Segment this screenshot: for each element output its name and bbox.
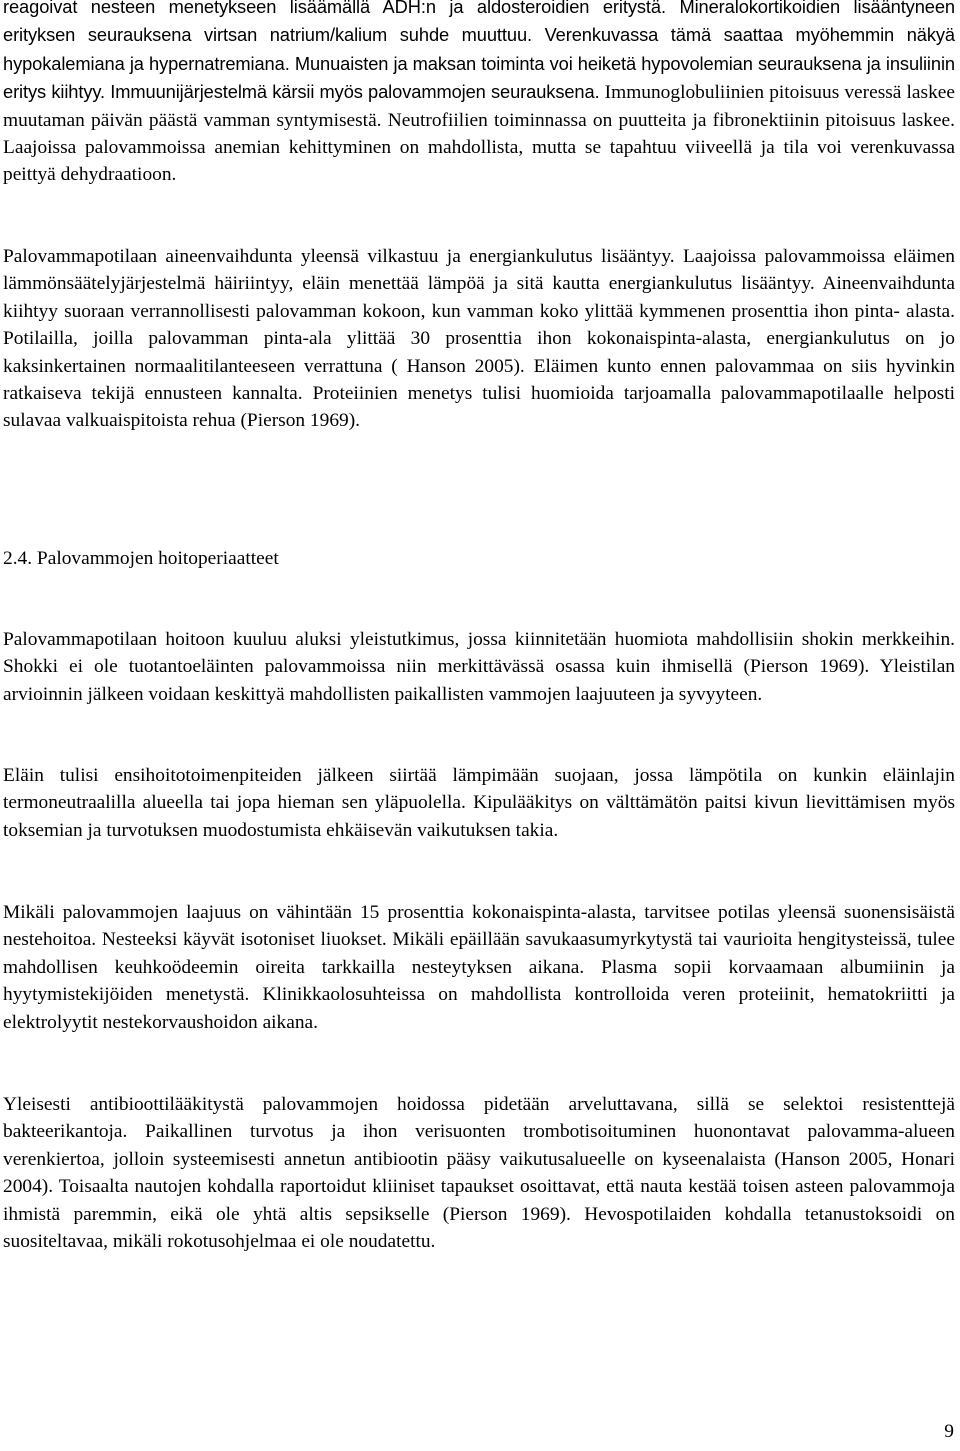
paragraph-metabolism: Palovammapotilaan aineenvaihdunta yleensä vilkastuu ja energiankulutus lisääntyy. Laajoissa palovammoissa eläimen lämmönsäätelyjärjestelmä häiriintyy, eläin menettää lämpöä ja sitä kautta energiankulutus lisääntyy. Aineenvaihdunta kiihtyy suoraan verrannollisesti palovamman kokoon, kun vamman koko ylittää kymmenen prosenttia ihon pinta- alasta. Potilailla, joilla palovamman pinta-ala ylittää 30 prosenttia ihon kokonaispinta-alasta, energiankulutus on jo kaksinkertainen normaalitilanteeseen verrattuna ( Hanson 2005). Eläimen kunto ennen palovammaa on siis hyvinkin ratkaiseva tekijä ennusteen kannalta. Proteiinien menetys tulisi huomioida tarjoamalla palovammapotilaalle helposti sulavaa valkuaispitoista rehua (Pierson 1969). [3,246,955,432]
paragraph-antibiotics: Yleisesti antibioottilääkitystä palovammojen hoidossa pidetään arveluttavana, sillä se selektoi resistenttejä bakteerikantoja. Paikallinen turvotus ja ihon verisuonten trombotisoituminen huonontavat palovamma-alueen verenkiertoa, jolloin systeemisesti annetun antibiootin pääsy vaikutusalueelle on kyseenalaista (Hanson 2005, Honari 2004). Toisaalta nautojen kohdalla raportoidut kliiniset tapaukset osoittavat, että nauta kestää toisen asteen palovammoja ihmistä paremmin, eikä ole yhtä altis sepsikselle (Pierson 1969). Hevospotilaiden kohdalla tetanustoksoidi on suositeltavaa, mikäli rokotusohjelmaa ei ole noudatettu. [3,1094,955,1253]
section-heading: 2.4. Palovammojen hoitoperiaatteet [3,548,279,569]
paragraph-body-1 [3,0,955,189]
paragraph-first-aid: Eläin tulisi ensihoitotoimenpiteiden jälkeen siirtää lämpimään suojaan, jossa lämpötila on kunkin eläinlajin termoneutraalilla alueella tai jopa hieman sen yläpuolella. Kipulääkitys on välttämätön paitsi kivun lievittämisen myös toksemian ja turvotuksen muodostumista ehkäisevän vaikutuksen takia. [3,765,955,841]
paragraph-treatment-intro: Palovammapotilaan hoitoon kuuluu aluksi yleistutkimus, jossa kiinnitetään huomiota mahdollisiin shokin merkkeihin. Shokki ei ole tuotantoeläinten palovammoissa niin merkittävässä osassa kuin ihmisellä (Pierson 1969). Yleistilan arvioinnin jälkeen voidaan keskittyä mahdollisten paikallisten vammojen laajuuteen ja syvyyteen. [3,629,955,705]
page-number: 9 [944,1421,954,1442]
paragraph-body-1-serif-part: Immunoglobuliinien pitoisuus veressä laskee muutaman päivän päästä vamman syntymisestä. Neutrofiilien toiminnassa on puutteita ja fibronektiinin pitoisuus laskee. Laajoissa palovammoissa anemian kehittyminen on mahdollista, mutta se tapahtuu viiveellä ja tila voi verenkuvassa peittyä dehydraatioon. [3,82,955,186]
paragraph-body-1-sans-part: reagoivat nesteen menetykseen lisäämällä ADH:n ja aldosteroidien eritystä. Mineralokortikoidien lisääntyneen erityksen seurauksena virtsan natrium/kalium suhde muuttuu. Verenkuvassa tämä saattaa myöhemmin näkyä hypokalemiana ja hypernatremiana. Munuaisten ja maksan toiminta voi heiketä hypovolemian seurauksena ja insuliinin eritys kiihtyy. Immuunijärjestelmä kärsii myös palovammojen seurauksena. [3,0,955,103]
paragraph-fluid-therapy: Mikäli palovammojen laajuus on vähintään 15 prosenttia kokonaispinta-alasta, tarvitsee potilas yleensä suonensisäistä nestehoitoa. Nesteeksi käyvät isotoniset liuokset. Mikäli epäillään savukaasumyrkytystä tai vaurioita hengitysteissä, tulee mahdollisen keuhkoödeemin oireita tarkkailla nesteytyksen aikana. Plasma sopii korvaamaan albumiinin ja hyytymistekijöiden menetystä. Klinikkaolosuhteissa on mahdollista kontrolloida veren proteiinit, hematokriitti ja elektrolyytit nestekorvaushoidon aikana. [3,902,955,1033]
